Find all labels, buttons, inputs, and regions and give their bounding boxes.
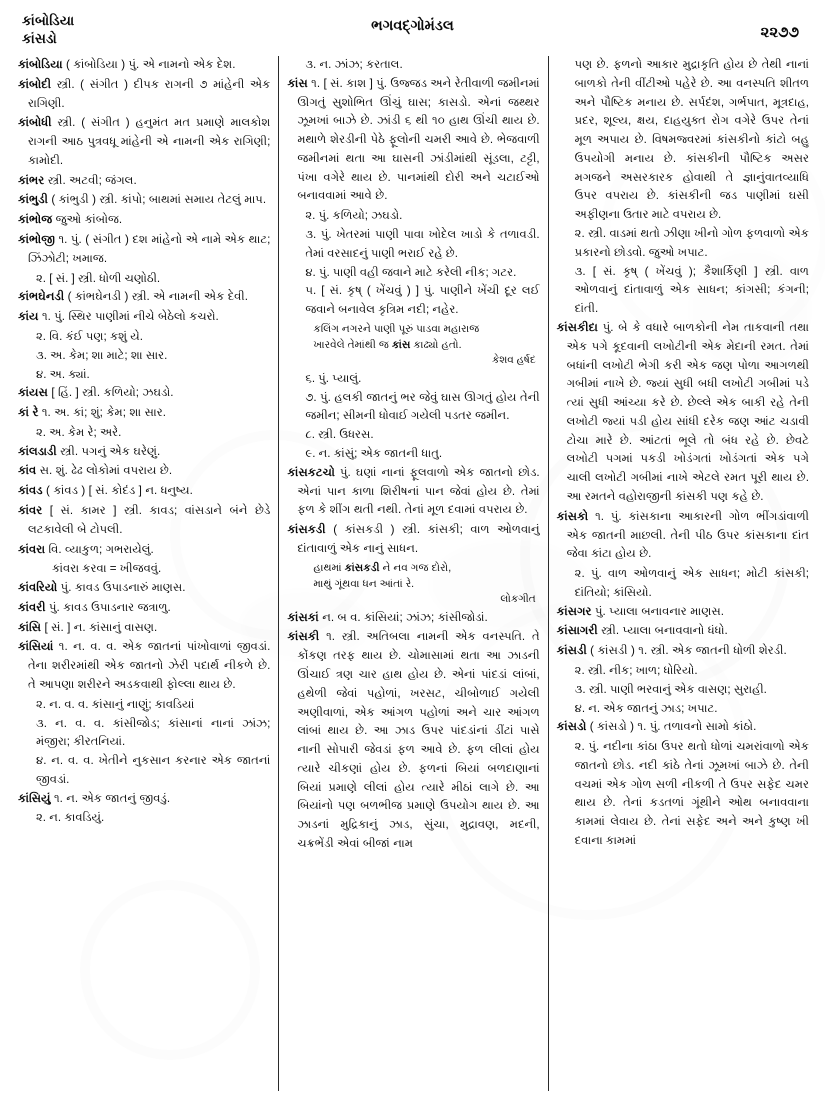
text-column-3 [549,56,811,1091]
entry-headword: કાંભોજ [18,213,53,227]
entry-definition: ( કાંસડી ) ૧. સ્ત્રી. એક જાતની ધોળી શેરડી. [586,644,787,658]
entry-headword: કાંબોધી [18,116,52,130]
dictionary-entry [18,231,270,269]
entry-sense: ૨. સ્ત્રી. નીક; ખાળ; ધોરિયો. [574,664,698,677]
entry-headword: કાંસડી [556,644,587,658]
entry-sense: ૪. ન. વ. વ. ખેતીને નુકસાન કરનાર એક જાતનાં જીવડાં. [36,754,271,786]
entry-definition: સ. શું. ઢેઢ લોકોમાં વપરાય છે. [36,464,173,478]
entry-headword: કાંવરી [18,600,46,614]
entry-sense: પણ છે. ફળનો આકાર મુદ્રાકૃતિ હોય છે તેથી નાનાં બાળકો તેની વીંટીઓ પહેરે છે. આ વનસ્પતિ શીતળ અને પૌષ્ટિક મનાય છે. સર્પદંશ, ગર્ભપાત, મૂત્રદાહ, પ્રદર, શૂલ્ય, ક્ષય, દાહયુક્ત રોગ વગેરે ઉપર તેનાં મૂળ અપાય છે. વિષમજ્વરમાં કાંસકીનો કાંટો બહુ ઉપયોગી મનાય છે. કાંસકીની પૌષ્ટિક અસર મગજને અસરકારક હોવાથી તે જ્ઞાનુંવાતવ્યાધિ ઉપર વપરાય છે. કાંસકીની જડ પાણીમાં ઘસી અફીણના ઉતાર માટે વપરાય છે. [574,58,809,222]
entry-definition: જુઓ કાંબોજ. [52,213,123,227]
entry-sense: ૯. ન. કાંસું; એક જાતની ધાતુ. [305,447,443,460]
text-column-2 [278,56,548,1091]
entry-definition: ( કાંવડ ) [ સં. કોદંડ ] ન. ધનુષ્ય. [42,484,193,498]
entry-definition: ( કાંભઘેનડી ) સ્ત્રી. એ નામની એક દેવી. [64,290,248,304]
entry-sense: ૩. સ્ત્રી. પાણી ભરવાનું એક વાસણ; સુરાહી. [574,682,767,696]
dictionary-entry [18,599,270,618]
quote-line: કલિંગ નગરને પાણી પૂરું પાડવા મહારાજ [313,322,480,335]
entry-definition: ( કાંસડો ) ૧. પું. તળાવનો સામો કાંઠો. [586,720,757,734]
page-title: ભગવદ્ગોમંડલ [371,18,454,34]
entry-sense: ૪. પું. પાણી વહી જવાને માટે કરેલી નીક; ગટર. [305,265,517,279]
entry-definition: ૧. [ સં. કાશ ] પું. ઉજ્જડ અને રેતીવાળી જમીનમાં ઊગતું સુશોભિત ઊંચું ઘાસ; કાસડો. એનાં જથ્થર ઝૂમખાં બાઝે છે. ઝાંડી ૬ થી ૧૦ હાથ ઊંચી થાય છે. મથાળે શેરડીની પેઠે ફૂલોની ચમરી આવે છે. ભેજવાળી જમીનમાં થતા આ ઘાસની ઝાંડીમાંથી સૂંડલા, ટટ્ટી, પંખા વગેરે થાય છે. પાનમાંથી દોરી અને ચટાઈઓ બનાવવામાં આવે છે. [297,76,540,203]
dictionary-entry [287,609,539,628]
entry-headword: કાંવર [18,503,43,517]
entry-headword: કાંભોજી [18,233,55,247]
entry-sense: ૪. ન. એક જાતનું ઝાડ; ખપાટ. [574,701,718,715]
dictionary-entry [557,319,809,507]
entry-definition: સ્ત્રી. અટવી; જંગલ. [44,173,137,187]
dictionary-entry [18,172,270,191]
entry-headword: કાંસકીદા [556,320,598,334]
entry-headword: કાંવરા [18,542,46,556]
dictionary-entry [18,541,270,560]
entry-headword: કાંસકાં [287,610,319,624]
dictionary-entry [18,638,270,694]
entry-sense: ૨. પું. નદીના કાંઠા ઉપર થતો ધોળાં ચમરાંવાળો એક જાતનો છોડ. નદી કાંઠે તેનાં ઝૂમખાં બાઝે છે. તેની વચમાં એક ગોળ સળી નીકળી તે ઉપર સફેદ ચમર થાય છે. તેનાં કડતળાં ગૂંથીને ઓથ બનાવવાના કામમાં લેવાય છે. તેનાં સફેદ અને અને કુષ્ણ ખી દવાના કામમાં [574,740,809,848]
entry-sense: ૩. [ સં. કૃષ્ ( ખેંચવું ); કૈશાર્કિણી ] સ્ત્રી. વાળ ઓળવાનું દાંતાવાળું એક સાધન; કાંગસી; કંગની; દાંતી. [574,264,809,316]
quote-line: ખારવેલે તેમાંથી જ કાંસ કાઢ્યો હતો. [313,339,462,352]
entry-headword: કાંસકો [556,509,589,523]
entry-sense: ૫. [ સં. કૃષ્ ( ખેંચવું ) ] પું. પાણીને ખેંચી દૂર લઈ જવાને બનાવેલ કૃત્રિમ નદી; નહેર. [305,284,540,317]
dictionary-entry [18,619,270,638]
entry-definition: પું. કાવડ ઉપાડનાર જત્રાળુ. [45,600,171,614]
entry-headword: કાંવડ [18,484,43,498]
entry-definition: સ્ત્રી. ( સંગીત ) હનુમંત મત પ્રમાણે માલકોશ રાગની આઠ પુત્રવધૂ માંહેની એ નામની એક રાગિણી; કામોદી. [28,116,271,167]
entry-headword: કાંવ [18,464,37,478]
dictionary-entry [18,579,270,598]
dictionary-entry [557,603,809,622]
running-head [14,10,811,56]
guide-word-top: કાંબોડિયા [22,13,75,28]
entry-definition: [ સં. ] ન. કાંસાનું વાસણ. [41,620,158,634]
entry-headword: કાંસ [287,76,308,90]
entry-headword: કાંયસ [18,386,48,400]
entry-sense: ૨. અ. કેમ રે; અરે. [36,425,122,439]
entry-headword: કાં રે [18,406,39,420]
entry-definition: ( કાંસકડી ) સ્ત્રી. કાંસકી; વાળ ઓળવાનું દાંતાવાળું એક નાનું સાધન. [297,523,540,555]
entry-definition: ૧. સ્ત્રી. અતિબલા નામની એક વનસ્પતિ. તે કોંકણ તરફ થાય છે. ચોમાસામાં થતા આ ઝાડની ઊંચાઈ ત્રણ ચાર હાથ હોય છે. એનાં પાંદડાં લાંબાં, હથેળી જેવાં પહોળાં, ખરસટ, ચીબોળાઈ ગયેલી અણીવાળાં, એક આંગળ પહોળાં અને ચાર આંગળ લાંબાં થાય છે. આ ઝાડ ઉપર પાંદડાંનાં ડીંટાં પાસે નાની સોપારી જેવડાં ફળ આવે છે. ફળ લીલાં હોય ત્યારે ચીકણાં હોય છે. ફળનાં બિયાં બળદાણાનાં બિયાં પ્રમાણે લીલાં હોય ત્યારે મીઠાં લાગે છે. આ બિયાંનો પણ બળભીજ પ્રમાણે ઉપયોગ થાય છે. આ ઝાડનાં મુદ્રિકાનું ઝાડ, સુંચા, મુદ્રાવણ, મદની, ચક્રભેંડી એવાં બીજાં નામ [297,630,540,850]
entry-headword: કાંસકડી [287,523,326,537]
dictionary-entry [18,114,270,170]
entry-headword: કાંસકી [287,630,320,644]
entry-sense: ૩. અ. કેમ; શા માટે; શા સાર. [36,348,168,362]
entry-definition: સ્ત્રી. ( સંગીત ) દીપક રાગની ૭ માંહેની એક રાગિણી. [28,77,271,110]
entry-definition: ૧. ન. એક જાતનું જીવડું. [50,791,171,805]
entry-definition: પું. કાવડ ઉપાડનારું માણસ. [57,581,186,595]
dictionary-entry [18,56,270,75]
quote-line: હાથમાં કાંસકડી ને નવ ગજ દોરો, [313,561,452,574]
entry-headword: કાંવરિયો [18,581,58,595]
entry-definition: ૧. પું. કાંસકાના આકારની ગોળ ભીંગડાંવાળી એક જાતની માછલી. તેની પીઠ ઉપર કાંસકાના દાંત જેવા કાંટા હોય છે. [566,509,809,561]
dictionary-entry [18,404,270,423]
entry-definition: પું. પ્યાલા બનાવનાર માણસ. [591,604,724,618]
entry-headword: કાંસાગરી [556,624,598,638]
entry-definition: [ સં. કામર ] સ્ત્રી. કાવડ; વાંસડાને બંને છેડે લટકાવેલી બે ટોપલી. [28,503,271,536]
entry-sense: ૨. સ્ત્રી. વાડમાં થતો ઝીણા ખીનો ગોળ ફળવાળો એક પ્રકારનો છોડવો. જુઓ ખપાટ. [574,227,809,259]
entry-definition: સ્ત્રી. પ્યાલા બનાવવાનો ધંધો. [597,624,728,638]
entry-definition: ન. બ વ. કાંસિયાં; ઝાંઝ; કાંસીજોડાં. [318,610,488,624]
text-column-1 [14,56,278,1091]
entry-sense: ૨. ન. વ. વ. કાંસાનું નાણું; કાવડિયાં [36,697,195,711]
entry-definition: ( કાંભુડી ) સ્ત્રી. કાંપો; બાથમાં સમાય તેટલું માપ. [47,193,267,207]
quote-line: માથું ગૂંથવા ધન આંતાં રે. [313,578,415,591]
dictionary-entry [18,384,270,403]
entry-definition: સ્ત્રી. પગનું એક ઘરેણું. [56,444,161,458]
entry-headword: કાંસિ [18,620,42,634]
entry-headword: કાંસગર [556,604,592,618]
dictionary-entry [287,75,539,206]
dictionary-entry [18,482,270,501]
entry-sense: ૨. પું. કળિયો; ઝઘડો. [305,209,403,223]
dictionary-entry [18,462,270,481]
quote-attribution: લોકગીત [500,593,536,605]
page-number: ૨૨૭૭ [760,24,799,41]
entry-headword: કાંસિયાં [18,640,54,654]
entry-definition: ૧. પું. સ્થિર પાણીમાં નીચે બેઠેલો કચરો. [38,310,219,324]
entry-sense: ૮. સ્ત્રી. ઉધરસ. [305,428,374,442]
entry-sense: ૬. પું. પ્યાલું. [305,371,362,385]
dictionary-entry [557,718,809,737]
entry-headword: કાંબોડિયા [18,58,63,71]
entry-sense: ૩. ન. ઝાંઝ; કરતાલ. [305,58,403,71]
dictionary-entry [18,211,270,230]
entry-definition: વિ. વ્યાકુળ; ગભરાયેલું. [45,542,154,556]
dictionary-entry [18,308,270,327]
dictionary-entry [18,790,270,809]
quote-attribution: કેશવ હર્ષદ [491,354,536,366]
entry-headword: કાંસિયું [18,791,51,805]
dictionary-entry [18,288,270,307]
entry-definition: પું. બે કે વધારે બાળકોની નેમ તાકવાની તથા એક પગે કૂદવાની લખોટીની એક મેદાની રમત. તેમાં બધાંની લખોટી ભેગી કરી એક જણ પોળા આગળથી ગબીમાં નાખે છે. જ્યાં સુધી બધી લખોટી ગબીમાં પડે ત્યાં સુધી આંચ્યા કરે છે. છેલ્લે એક બાકી રહે તેની લખોટી જ્યાં પડી હોય સાંધી દરેક જણ આંટ ચડાવી ટોચા મારે છે. આંટતાં ભૂલે તો બંધ રહે છે. છેવટે લખોટી પગમાં પકડી ખોડંગતાં ખોડંગતાં એક પગે ચાલી લખોટી ગબીમાં નાખે એટલે રમત પૂરી થાય છે. આ રમતને વહોરાજીની કાંસકી પણ કહે છે. [566,320,809,503]
quoted-headword: કાંસકડી [344,561,380,574]
entry-headword: કાંલડાડી [18,444,57,458]
dictionary-entry [18,443,270,462]
dictionary-entry [18,502,270,540]
entry-definition: પું. ઘણાં નાનાં ફૂલવાળો એક જાતનો છોડ. એનાં પાન કાળા શિરીષનાં પાન જેવાં હોય છે. તેમાં ફળ કે શીંગ થતી નથી. તેનાં મૂળ દવામાં વપરાય છે. [297,465,540,517]
entry-sense: ૨. ન. કાવડિયું. [36,811,105,825]
entry-definition: ૧. પું. ( સંગીત ) દશ માંહેનો એ નામે એક થાટ; ઝિંઝોટી; ખમાજ. [28,233,271,265]
dictionary-entry [557,508,809,564]
guide-word-bottom: કાંસડો [22,31,57,47]
dictionary-entry [18,76,270,114]
entry-headword: કાંભર [18,173,45,187]
entry-idiom: કાંવરા કરવા = ખીજવવું. [52,562,162,576]
entry-sense: ૭. પું. હલકી જાતનું ભર જેવું ઘાસ ઊગતું હોય તેની જમીન; સીમની ધોવાઈ ગયેલી પડતર જમીન. [305,390,540,423]
entry-headword: કાંભઘેનડી [18,290,65,304]
dictionary-entry [557,642,809,661]
dictionary-entry [18,191,270,210]
entry-sense: ૨. પું. વાળ ઓળવાનું એક સાધન; મોટી કાંસકી; દાંતિયો; કાંસિયો. [574,567,809,599]
entry-headword: કાંભુડી [18,193,48,207]
dictionary-entry [287,464,539,520]
entry-definition: ૧. અ. કાં; શું; કેમ; શા સાર. [38,406,166,420]
entry-definition: ( કાંબોડિયા ) પું. એ નામનો એક દેશ. [62,58,236,71]
dictionary-entry [287,628,539,853]
entry-sense: ૩. પું. ખેતરમાં પાણી પાવા ખોદેલ ખાડો કે તળાવડી. તેમાં વરસાદનું પાણી ભરાઈ રહે છે. [305,228,540,260]
entry-headword: કાંસડો [556,720,587,734]
entry-citation-quote [287,321,539,369]
entry-headword: કાંસકટચો [287,465,335,479]
quoted-headword: કાંસ [391,339,411,352]
entry-sense: ૨. વિ. કંઈ પણ; કશું યે. [36,329,144,343]
dictionary-entry [557,622,809,641]
dictionary-entry [287,521,539,559]
entry-definition: ૧. ન. વ. વ. એક જાતનાં પાંખોવાળાં જીવડાં. તેના શરીરમાંથી એક જાતનો ઝેરી પદાર્થ નીકળે છે. તે આપણા શરીરને અડકવાથી ફોલ્લા થાય છે. [28,640,271,691]
entry-headword: કાંય [18,310,39,324]
entry-headword: કાંબોદી [18,77,52,91]
entry-sense: ૪. અ. ક્યાં. [36,367,90,381]
entry-definition: [ હિં. ] સ્ત્રી. કળિયો; ઝઘડો. [47,386,174,400]
column-container [14,56,811,1091]
entry-sense: ૨. [ સં. ] સ્ત્રી. ધોળી ચણોઠી. [36,271,161,285]
entry-citation-quote [287,560,539,608]
entry-sense: ૩. ન. વ. વ. કાંસીજોડ; કાંસાનાં નાનાં ઝાંઝ; મંજીરા; કીરતનિયાં. [36,716,271,749]
